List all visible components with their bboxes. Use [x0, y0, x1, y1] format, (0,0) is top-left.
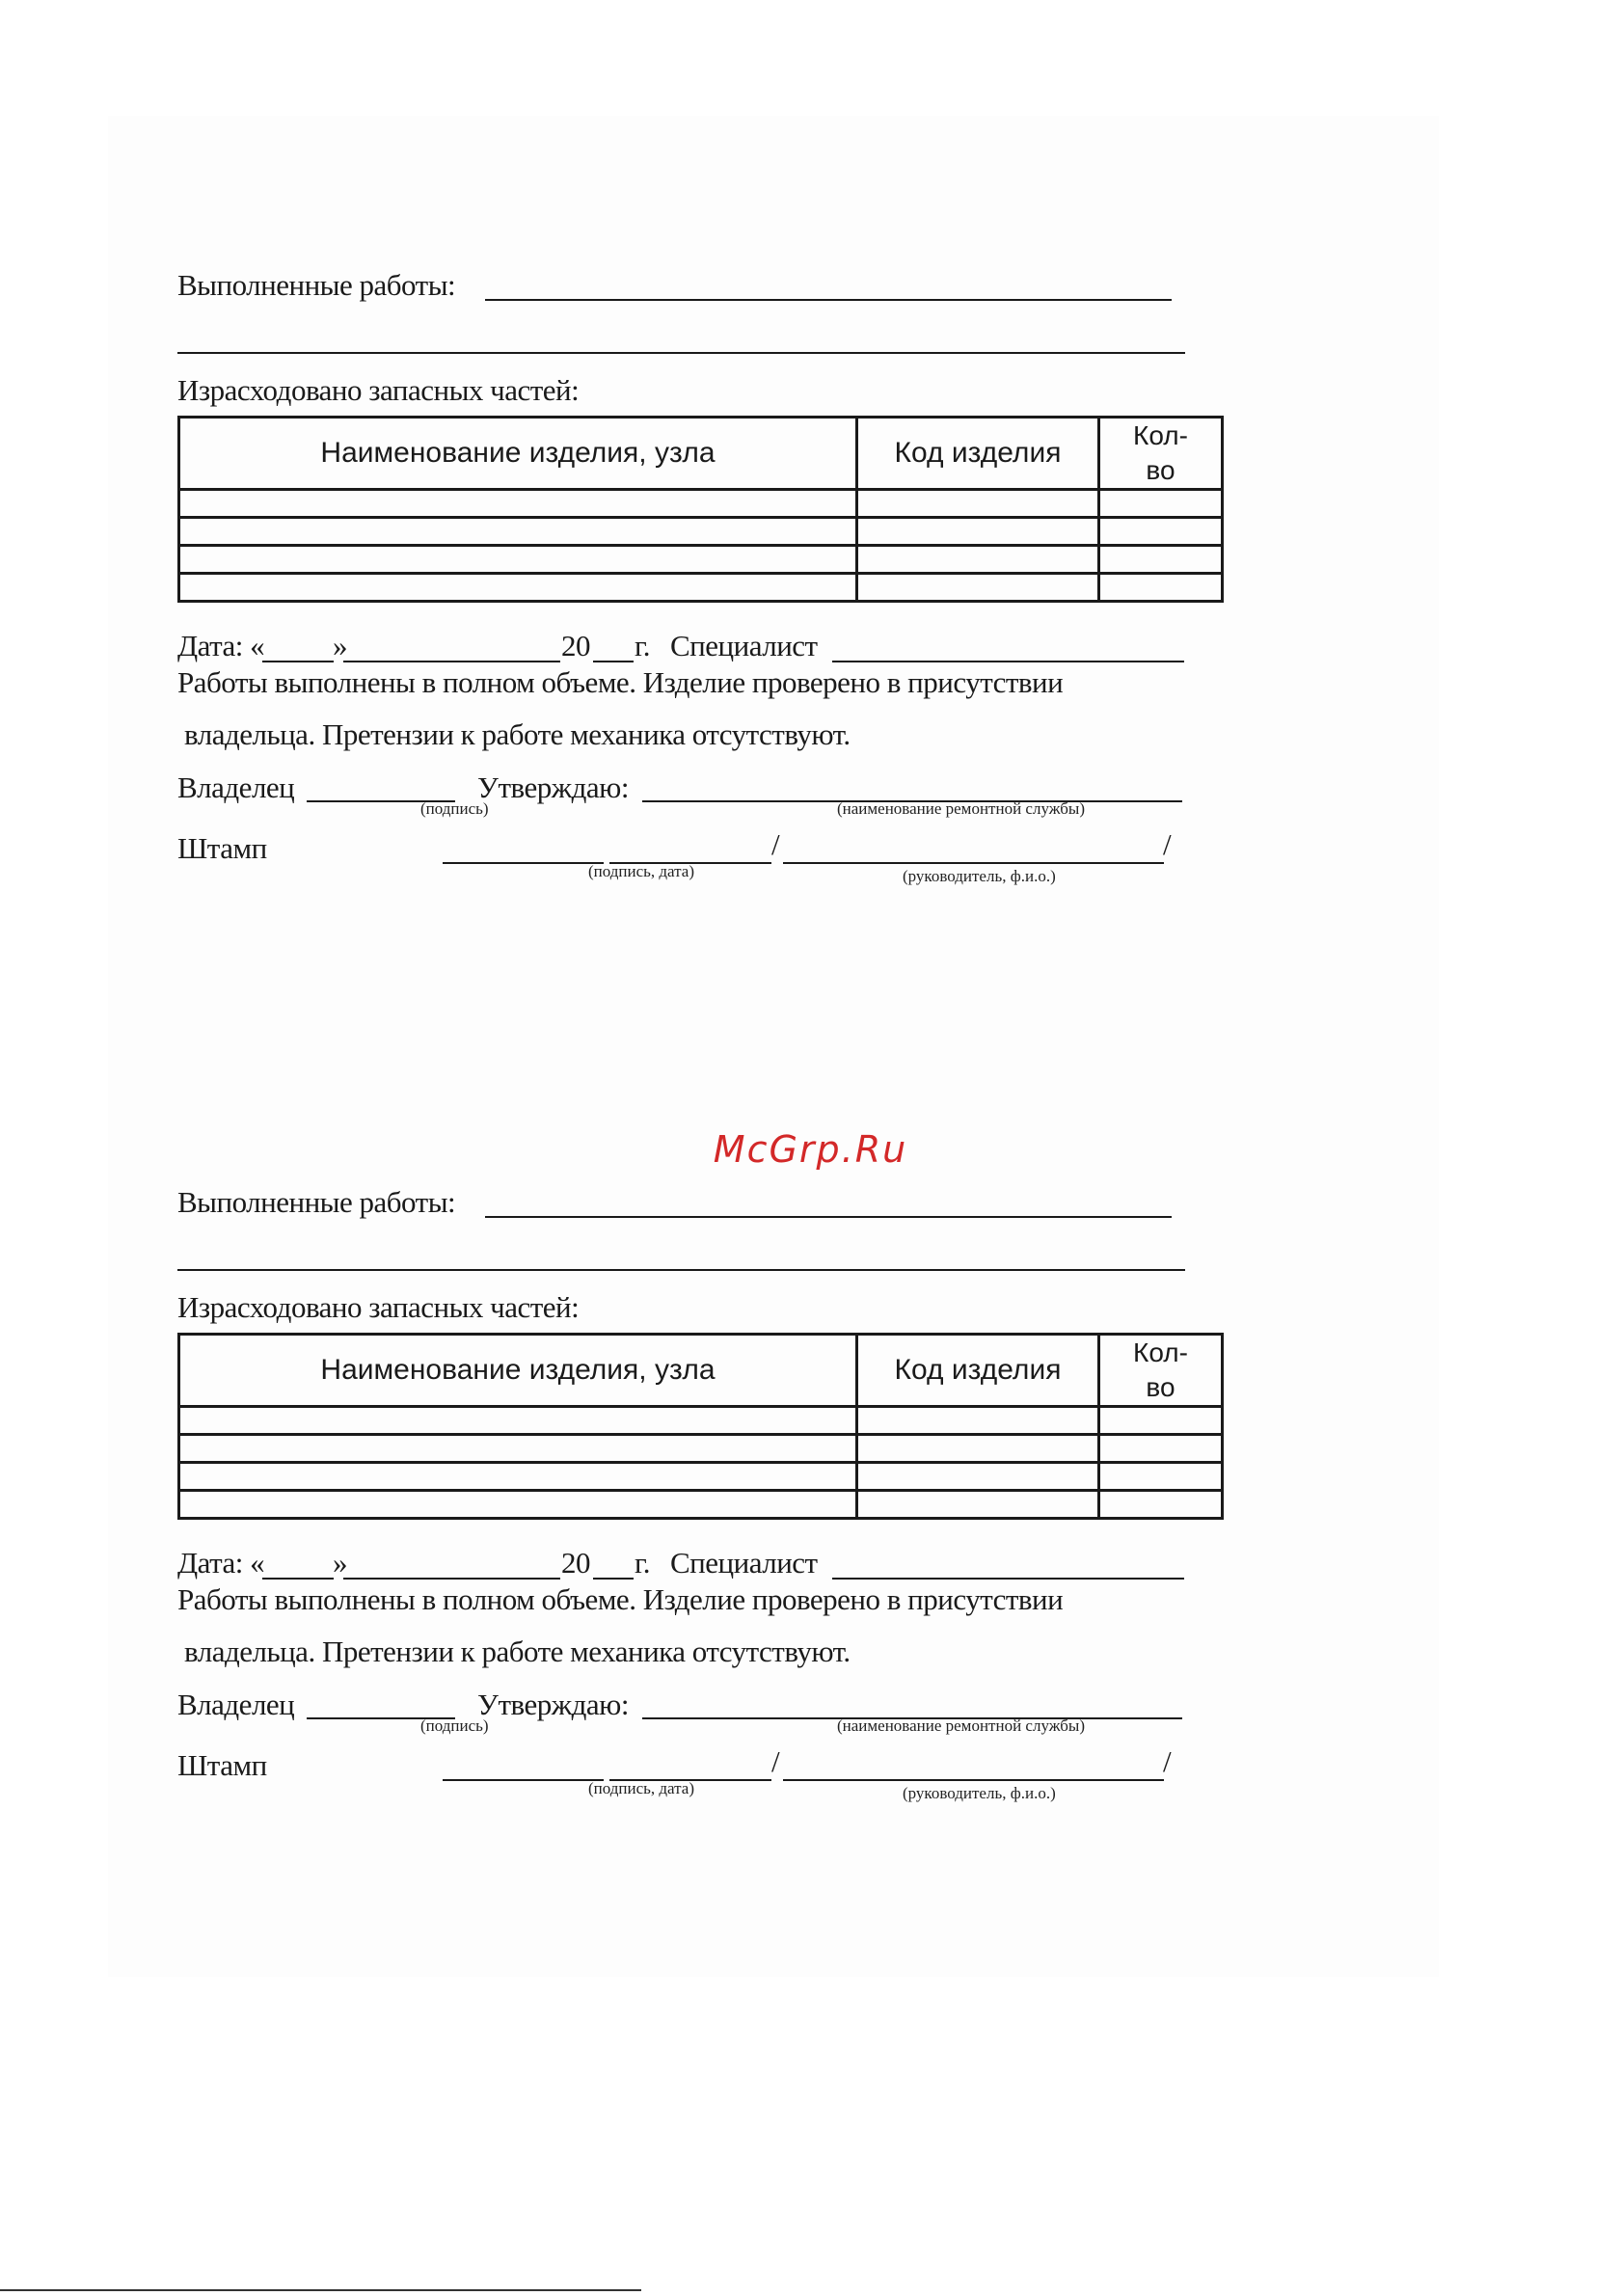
- date-quote-close: »: [333, 1546, 347, 1580]
- cell[interactable]: [179, 1491, 857, 1519]
- parts-table: [177, 1333, 1224, 1520]
- date-quote-close: »: [333, 629, 347, 662]
- table-row: [179, 490, 1223, 518]
- parts-label: Израсходовано запасных частей:: [177, 373, 580, 407]
- owner-label: Владелец: [177, 1688, 295, 1721]
- cell[interactable]: [179, 546, 857, 574]
- table-row: [179, 1463, 1223, 1491]
- cell[interactable]: [857, 490, 1099, 518]
- cell[interactable]: [1099, 574, 1223, 602]
- works-line-2[interactable]: [177, 1269, 1185, 1271]
- repair-form-2: [0, 917, 1621, 1802]
- works-line-1[interactable]: [485, 299, 1172, 301]
- works-line-1[interactable]: [485, 1216, 1172, 1218]
- slash-2: /: [1163, 827, 1172, 861]
- specialist-label: Специалист: [670, 1546, 818, 1580]
- slash-1: /: [771, 827, 780, 861]
- col-header-code: Код изделия: [857, 418, 1099, 490]
- owner-label: Владелец: [177, 770, 295, 804]
- cell[interactable]: [1099, 490, 1223, 518]
- owner-caption: (подпись): [420, 1716, 489, 1735]
- date-label: Дата: «: [177, 629, 265, 662]
- cell[interactable]: [857, 1407, 1099, 1435]
- statement-line-2: владельца. Претензии к работе механика отсутствуют.: [184, 717, 851, 751]
- footer-rule: [0, 2289, 641, 2291]
- head-name-line[interactable]: [783, 862, 1164, 864]
- date-day-line[interactable]: [262, 1578, 334, 1580]
- cell[interactable]: [179, 518, 857, 546]
- specialist-label: Специалист: [670, 629, 818, 662]
- cell[interactable]: [857, 1463, 1099, 1491]
- repair-form-1: [0, 0, 1621, 885]
- cell[interactable]: [1099, 518, 1223, 546]
- statement-line-1: Работы выполнены в полном объеме. Изделие проверено в присутствии: [177, 1582, 1064, 1616]
- slash-2: /: [1163, 1744, 1172, 1778]
- owner-caption: (подпись): [420, 799, 489, 818]
- date-year-line[interactable]: [593, 661, 634, 662]
- cell[interactable]: [857, 546, 1099, 574]
- year-suffix: г.: [635, 629, 650, 662]
- head-caption: (руководитель, ф.и.о.): [903, 1784, 1056, 1802]
- works-label: Выполненные работы:: [177, 1185, 456, 1219]
- stamp-sign-line[interactable]: [443, 1779, 604, 1781]
- cell[interactable]: [857, 1491, 1099, 1519]
- statement-line-1: Работы выполнены в полном объеме. Изделие проверено в присутствии: [177, 665, 1064, 699]
- year-prefix: 20: [561, 1546, 590, 1580]
- cell[interactable]: [857, 574, 1099, 602]
- slash-1: /: [771, 1744, 780, 1778]
- cell[interactable]: [857, 518, 1099, 546]
- table-row: [179, 518, 1223, 546]
- parts-label: Израсходовано запасных частей:: [177, 1290, 580, 1324]
- cell[interactable]: [1099, 1463, 1223, 1491]
- stamp-label: Штамп: [177, 1748, 267, 1782]
- cell[interactable]: [1099, 546, 1223, 574]
- date-day-line[interactable]: [262, 661, 334, 662]
- col-header-qty: Кол-во: [1099, 418, 1223, 490]
- col-header-name: Наименование изделия, узла: [179, 1335, 857, 1407]
- parts-table: [177, 416, 1224, 603]
- statement-line-2: владельца. Претензии к работе механика отсутствуют.: [184, 1634, 851, 1668]
- works-label: Выполненные работы:: [177, 268, 456, 302]
- cell[interactable]: [179, 1435, 857, 1463]
- col-header-name: Наименование изделия, узла: [179, 418, 857, 490]
- date-month-line[interactable]: [343, 661, 560, 662]
- specialist-line[interactable]: [832, 1578, 1184, 1580]
- head-name-line[interactable]: [783, 1779, 1164, 1781]
- cell[interactable]: [179, 1407, 857, 1435]
- year-suffix: г.: [635, 1546, 650, 1580]
- works-line-2[interactable]: [177, 352, 1185, 354]
- cell[interactable]: [179, 490, 857, 518]
- date-month-line[interactable]: [343, 1578, 560, 1580]
- cell[interactable]: [1099, 1435, 1223, 1463]
- service-caption: (наименование ремонтной службы): [837, 799, 1085, 818]
- year-prefix: 20: [561, 629, 590, 662]
- cell[interactable]: [179, 1463, 857, 1491]
- table-row: [179, 546, 1223, 574]
- cell[interactable]: [1099, 1491, 1223, 1519]
- service-caption: (наименование ремонтной службы): [837, 1716, 1085, 1735]
- approve-label: Утверждаю:: [477, 770, 629, 804]
- table-row: [179, 1435, 1223, 1463]
- cell[interactable]: [179, 574, 857, 602]
- table-row: [179, 574, 1223, 602]
- head-caption: (руководитель, ф.и.о.): [903, 867, 1056, 885]
- date-label: Дата: «: [177, 1546, 265, 1580]
- specialist-line[interactable]: [832, 661, 1184, 662]
- stamp-label: Штамп: [177, 831, 267, 865]
- approve-label: Утверждаю:: [477, 1688, 629, 1721]
- col-header-qty: Кол-во: [1099, 1335, 1223, 1407]
- cell[interactable]: [1099, 1407, 1223, 1435]
- sign-date-caption: (подпись, дата): [588, 1779, 695, 1797]
- col-header-code: Код изделия: [857, 1335, 1099, 1407]
- cell[interactable]: [857, 1435, 1099, 1463]
- stamp-sign-line[interactable]: [443, 862, 604, 864]
- sign-date-caption: (подпись, дата): [588, 862, 695, 880]
- table-row: [179, 1491, 1223, 1519]
- table-row: [179, 1407, 1223, 1435]
- watermark: McGrp.Ru: [713, 1128, 908, 1171]
- date-year-line[interactable]: [593, 1578, 634, 1580]
